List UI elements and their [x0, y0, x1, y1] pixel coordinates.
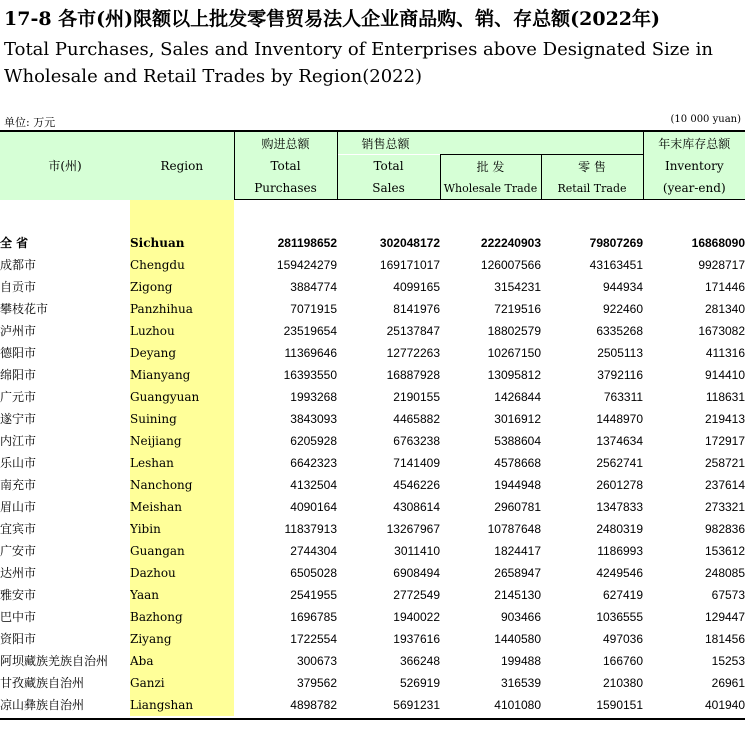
- cell-purchases: 6505028: [290, 566, 337, 580]
- cell-purchases: 2541955: [290, 588, 337, 602]
- table-row: [0, 518, 745, 540]
- cell-sales: 1937616: [393, 632, 440, 646]
- cell-sales: 16887928: [386, 368, 440, 382]
- cell-retail: 43163451: [589, 258, 644, 272]
- table-row: [0, 254, 745, 276]
- cell-purchases: 6642323: [290, 456, 337, 470]
- cell-retail: 4249546: [596, 566, 644, 580]
- unit-label-cn: 单位: 万元: [4, 116, 56, 129]
- cell-en: Mianyang: [130, 364, 234, 386]
- cell-en: Zigong: [130, 276, 234, 298]
- cell-inventory: 172917: [704, 434, 745, 448]
- cell-inventory: 181456: [704, 632, 745, 646]
- cell-wholesale: 1824417: [494, 544, 541, 558]
- cell-cn: 全 省: [0, 236, 29, 250]
- table-row: [0, 364, 745, 386]
- cell-purchases: 3843093: [290, 412, 337, 426]
- table-row: [0, 694, 745, 716]
- cell-sales: 366248: [399, 654, 440, 668]
- cell-wholesale: 4578668: [494, 456, 541, 470]
- cell-inventory: 67573: [711, 588, 745, 602]
- cell-cn: 宜宾市: [0, 522, 37, 536]
- cell-sales: 4465882: [393, 412, 440, 426]
- cell-en: Yaan: [130, 584, 234, 606]
- header-wholesale-en: Wholesale Trade: [440, 177, 541, 200]
- cell-inventory: 26961: [711, 676, 745, 690]
- cell-cn: 甘孜藏族自治州: [0, 676, 85, 690]
- cell-wholesale: 1440580: [494, 632, 541, 646]
- cell-purchases: 281198652: [277, 236, 337, 250]
- cell-inventory: 411316: [705, 346, 745, 360]
- cell-retail: 1347833: [596, 500, 644, 514]
- table-row: [0, 540, 745, 562]
- cell-cn: 广元市: [0, 390, 37, 404]
- cell-purchases: 1993268: [290, 390, 337, 404]
- table-row: [0, 430, 745, 452]
- cell-inventory: 16868090: [691, 236, 745, 250]
- cell-retail: 922460: [602, 302, 644, 316]
- spacer-cell: [0, 200, 130, 233]
- cell-purchases: 1696785: [290, 610, 337, 624]
- cell-sales: 6763238: [393, 434, 440, 448]
- cell-inventory: 237614: [704, 478, 745, 492]
- cell-cn: 广安市: [0, 544, 37, 558]
- cell-cn: 泸州市: [0, 324, 37, 338]
- cell-wholesale: 4101080: [494, 698, 541, 712]
- cell-cn: 南充市: [0, 478, 37, 492]
- cell-cn: 眉山市: [0, 500, 37, 514]
- cell-inventory: 258721: [704, 456, 745, 470]
- cell-en: Yibin: [130, 518, 234, 540]
- cell-inventory: 171446: [704, 280, 745, 294]
- cell-sales: 1940022: [393, 610, 440, 624]
- cell-retail: 2505113: [597, 346, 644, 360]
- header-retail-en: Retail Trade: [541, 177, 643, 200]
- header-purchases-en1: Total: [234, 155, 337, 178]
- table-title-en-line2: Wholesale and Retail Trades by Region(2022): [4, 66, 423, 87]
- table-row: [0, 562, 745, 584]
- cell-en: Dazhou: [130, 562, 234, 584]
- cell-wholesale: 2658947: [494, 566, 541, 580]
- cell-cn: 资阳市: [0, 632, 37, 646]
- cell-sales: 2190155: [393, 390, 440, 404]
- table-row: [0, 276, 745, 298]
- cell-en: Ziyang: [130, 628, 234, 650]
- header-sales-cn: 销售总额: [337, 131, 643, 155]
- header-sales-en2: Sales: [337, 177, 440, 200]
- table-title-en-line1: Total Purchases, Sales and Inventory of Enterprises above Designated Size in: [4, 39, 714, 60]
- cell-cn: 成都市: [0, 258, 37, 272]
- cell-sales: 25137847: [386, 324, 440, 338]
- cell-purchases: 7071915: [290, 302, 337, 316]
- cell-inventory: 401940: [704, 698, 745, 712]
- cell-sales: 2772549: [393, 588, 440, 602]
- cell-cn: 凉山彝族自治州: [0, 698, 85, 712]
- table-row: [0, 474, 745, 496]
- cell-sales: 4099165: [393, 280, 440, 294]
- cell-en: Panzhihua: [130, 298, 234, 320]
- cell-retail: 497036: [602, 632, 644, 646]
- header-retail-cn: 零 售: [541, 155, 643, 178]
- table-row: [0, 408, 745, 430]
- cell-purchases: 159424279: [276, 258, 337, 272]
- cell-retail: 2562741: [596, 456, 644, 470]
- cell-retail: 166760: [602, 654, 644, 668]
- cell-retail: 210380: [602, 676, 644, 690]
- header-inventory-cn: 年末库存总额: [643, 131, 745, 155]
- cell-inventory: 15253: [711, 654, 745, 668]
- header-wholesale-cn: 批 发: [440, 155, 541, 178]
- cell-retail: 79807269: [589, 236, 644, 250]
- cell-wholesale: 5388604: [494, 434, 541, 448]
- cell-cn: 阿坝藏族羌族自治州: [0, 654, 109, 668]
- cell-cn: 雅安市: [0, 588, 37, 602]
- cell-sales: 7141409: [393, 456, 440, 470]
- cell-cn: 达州市: [0, 566, 37, 580]
- cell-sales: 5691231: [393, 698, 440, 712]
- cell-wholesale: 2960781: [494, 500, 541, 514]
- cell-wholesale: 7219516: [494, 302, 541, 316]
- cell-retail: 1374634: [596, 434, 644, 448]
- cell-cn: 内江市: [0, 434, 37, 448]
- cell-wholesale: 199488: [500, 654, 541, 668]
- table-title-cn: 17-8 各市(州)限额以上批发零售贸易法人企业商品购、销、存总额(2022年): [4, 8, 661, 30]
- cell-inventory: 1673082: [698, 324, 745, 338]
- cell-en: Deyang: [130, 342, 234, 364]
- cell-en: Guangan: [130, 540, 234, 562]
- spacer-cell: [130, 200, 234, 233]
- cell-cn: 绵阳市: [0, 368, 37, 382]
- header-row-1: [0, 131, 745, 155]
- cell-purchases: 4090164: [290, 500, 337, 514]
- cell-cn: 自贡市: [0, 280, 37, 294]
- cell-en: Suining: [130, 408, 234, 430]
- cell-inventory: 982836: [704, 522, 745, 536]
- cell-sales: 4308614: [393, 500, 440, 514]
- cell-cn: 巴中市: [0, 610, 37, 624]
- cell-en: Neijiang: [130, 430, 234, 452]
- table-row: [0, 672, 745, 694]
- header-region: Region: [130, 131, 234, 200]
- cell-en: Luzhou: [130, 320, 234, 342]
- cell-retail: 1036555: [596, 610, 644, 624]
- cell-sales: 302048172: [379, 236, 440, 250]
- table-row: [0, 650, 745, 672]
- cell-purchases: 23519654: [283, 324, 337, 338]
- cell-wholesale: 903466: [500, 610, 541, 624]
- cell-purchases: 11369646: [284, 346, 337, 360]
- cell-en: Leshan: [130, 452, 234, 474]
- cell-sales: 8141976: [393, 302, 440, 316]
- cell-retail: 763311: [603, 390, 644, 404]
- cell-en: Ganzi: [130, 672, 234, 694]
- cell-purchases: 6205928: [290, 434, 337, 448]
- table-row: [0, 342, 745, 364]
- table-row: [0, 320, 745, 342]
- table-body: [0, 200, 745, 717]
- header-sales-en1: Total: [337, 155, 440, 178]
- cell-cn: 乐山市: [0, 456, 37, 470]
- cell-cn: 攀枝花市: [0, 302, 49, 316]
- cell-cn: 遂宁市: [0, 412, 37, 426]
- cell-sales: 6908494: [393, 566, 440, 580]
- cell-wholesale: 316539: [500, 676, 541, 690]
- cell-wholesale: 222240903: [480, 236, 541, 250]
- cell-wholesale: 3154231: [494, 280, 541, 294]
- cell-inventory: 248085: [704, 566, 745, 580]
- spacer-cell: [643, 200, 745, 233]
- cell-purchases: 2744304: [290, 544, 337, 558]
- spacer-cell: [234, 200, 337, 233]
- cell-purchases: 3884774: [290, 280, 337, 294]
- cell-inventory: 129447: [704, 610, 745, 624]
- cell-retail: 1590151: [596, 698, 644, 712]
- header-inventory-en1: Inventory: [643, 155, 745, 178]
- cell-inventory: 219413: [704, 412, 745, 426]
- cell-inventory: 914410: [704, 368, 745, 382]
- cell-retail: 1448970: [596, 412, 644, 426]
- table-row: [0, 584, 745, 606]
- cell-purchases: 4898782: [290, 698, 337, 712]
- header-purchases-cn: 购进总额: [234, 131, 337, 155]
- cell-retail: 3792116: [597, 368, 644, 382]
- cell-wholesale: 1426844: [494, 390, 541, 404]
- cell-sales: 4546226: [393, 478, 440, 492]
- table-row: [0, 452, 745, 474]
- cell-en: Aba: [130, 650, 234, 672]
- cell-purchases: 11837913: [284, 522, 337, 536]
- cell-wholesale: 126007566: [480, 258, 541, 272]
- bottom-rule: [0, 718, 745, 720]
- cell-sales: 169171017: [379, 258, 440, 272]
- cell-inventory: 281340: [704, 302, 745, 316]
- cell-purchases: 4132504: [290, 478, 337, 492]
- table-row: [0, 606, 745, 628]
- table-row: [0, 298, 745, 320]
- cell-en: Meishan: [130, 496, 234, 518]
- table-row: [0, 386, 745, 408]
- cell-inventory: 9928717: [698, 258, 745, 272]
- cell-wholesale: 18802579: [487, 324, 541, 338]
- statistics-table: [0, 130, 745, 716]
- cell-wholesale: 1944948: [494, 478, 541, 492]
- header-inventory-en2: (year-end): [643, 177, 745, 200]
- unit-label-en: (10 000 yuan): [670, 114, 741, 125]
- cell-purchases: 1722554: [290, 632, 337, 646]
- cell-wholesale: 3016912: [494, 412, 541, 426]
- cell-en: Guangyuan: [130, 386, 234, 408]
- cell-en: Chengdu: [130, 254, 234, 276]
- cell-en: Nanchong: [130, 474, 234, 496]
- cell-inventory: 118631: [705, 390, 745, 404]
- cell-sales: 12772263: [386, 346, 440, 360]
- cell-inventory: 153612: [704, 544, 745, 558]
- spacer-cell: [541, 200, 643, 233]
- cell-wholesale: 2145130: [494, 588, 541, 602]
- cell-wholesale: 10267150: [487, 346, 541, 360]
- table-row-total: [0, 232, 745, 254]
- spacer-cell: [440, 200, 541, 233]
- cell-inventory: 273321: [704, 500, 745, 514]
- cell-cn: 德阳市: [0, 346, 37, 360]
- cell-en: Sichuan: [130, 232, 234, 254]
- cell-en: Bazhong: [130, 606, 234, 628]
- cell-wholesale: 13095812: [487, 368, 541, 382]
- cell-retail: 2601278: [596, 478, 644, 492]
- table-row: [0, 496, 745, 518]
- cell-purchases: 16393550: [283, 368, 337, 382]
- spacer-cell: [337, 200, 440, 233]
- cell-retail: 944934: [602, 280, 644, 294]
- cell-retail: 6335268: [596, 324, 644, 338]
- cell-retail: 1186993: [597, 544, 644, 558]
- cell-sales: 3011410: [394, 544, 440, 558]
- cell-retail: 2480319: [596, 522, 644, 536]
- header-city: 市(州): [0, 131, 130, 200]
- cell-sales: 526919: [399, 676, 440, 690]
- cell-purchases: 379562: [296, 676, 337, 690]
- cell-retail: 627419: [602, 588, 644, 602]
- cell-en: Liangshan: [130, 694, 234, 716]
- spacer-row: [0, 200, 745, 233]
- table-row: [0, 628, 745, 650]
- table-title-en: [4, 36, 713, 90]
- cell-wholesale: 10787648: [487, 522, 541, 536]
- cell-purchases: 300673: [296, 654, 337, 668]
- header-purchases-en2: Purchases: [234, 177, 337, 200]
- cell-sales: 13267967: [386, 522, 440, 536]
